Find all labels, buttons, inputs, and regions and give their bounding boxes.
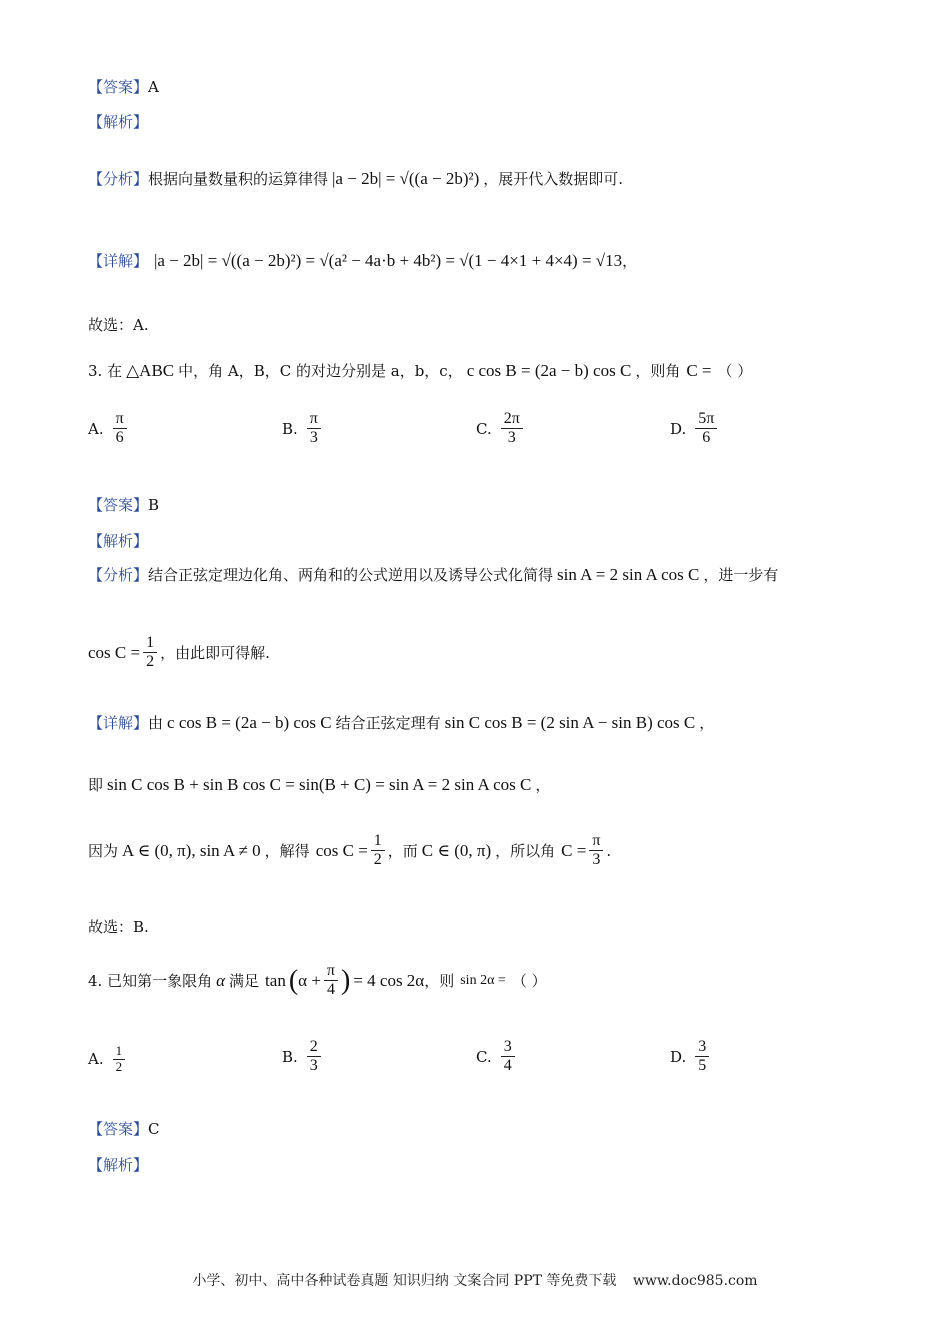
option-label: B. [282, 419, 298, 438]
fenxi-tag: 【分析】 [88, 170, 149, 188]
q3-detail-expr1: c cos B = (2a − b) cos C [167, 712, 332, 732]
detail-tag: 【详解】 [88, 714, 149, 732]
option-label: C. [476, 419, 492, 438]
q4-stem-rhs: = 4 cos 2α [353, 970, 425, 990]
numerator: 2π [501, 410, 523, 429]
q3-fenxi-line [88, 564, 778, 585]
option-fraction [695, 1038, 709, 1076]
q3-stem-expr: c cos B = (2a − b) cos C [466, 360, 632, 380]
q3-line3-range: C ∈ (0, π) [421, 840, 492, 860]
option-fraction [113, 410, 127, 448]
footer-text: 小学、初中、高中各种试卷真题 知识归纳 文案合同 PPT 等免费下载 [192, 1273, 617, 1289]
q3-analysis-line [88, 530, 148, 551]
numerator: π [307, 410, 321, 429]
q3-detail-post: ， [699, 714, 715, 732]
q4-answer: C [148, 1119, 160, 1138]
analysis-tag: 【解析】 [88, 532, 149, 550]
option-label: C. [476, 1047, 492, 1066]
option-fraction [501, 1038, 515, 1076]
q3-line3-mid1: ，解得 [264, 842, 310, 861]
numerator: 3 [501, 1038, 515, 1057]
q2-detail-expr: |a − 2b| = √((a − 2b)²) = √(a² − 4a·b + 4b²) = √(1 − 4×1 + 4×4) = √13 [154, 250, 623, 270]
q3-stem-post: ，则角 [635, 362, 681, 380]
q3-detail-line [88, 712, 714, 733]
q2-fenxi-expr: |a − 2b| = √((a − 2b)²) [332, 168, 480, 188]
q4-stem-tan: tan [265, 970, 286, 990]
q3-fenxi-expr: sin A = 2 sin A cos C [557, 564, 700, 584]
q3-option-d [670, 410, 720, 448]
q3-answer-line [88, 494, 159, 515]
denominator: 3 [592, 851, 601, 869]
q2-fenxi-post: ，展开代入数据即可. [483, 170, 624, 188]
numerator: π [589, 832, 603, 851]
q3-fenxi2-cos: cos C = [88, 642, 141, 662]
numerator: 2 [307, 1038, 321, 1057]
denominator: 4 [326, 981, 335, 999]
answer-tag: 【答案】 [88, 1120, 149, 1138]
q3-line3-cfraction [589, 832, 603, 870]
q4-option-c [476, 1038, 518, 1076]
denominator: 2 [115, 1058, 123, 1074]
q3-detail-mid: 结合正弦定理有 [335, 714, 441, 732]
q2-answer: A [148, 77, 159, 96]
numerator: 1 [371, 832, 385, 851]
q3-line3-pre: 因为 [88, 842, 119, 861]
option-fraction [695, 410, 717, 448]
q3-stem-c: C = [686, 360, 712, 380]
q3-line2-post: ， [535, 776, 551, 794]
q3-detail-line3 [88, 832, 611, 870]
option-label: A. [88, 419, 104, 438]
footer-url[interactable]: www.doc985.com [632, 1273, 758, 1289]
q3-fenxi2-post: ，由此即可得解. [160, 644, 270, 663]
numerator: 5π [695, 410, 717, 429]
q4-stem: 4. 已知第一象限角 α 满足 tan ( α + $\frac{\pi}{4}$ ) = 4 cos 2α ，则 sin 2α = （ ） [88, 962, 547, 999]
denominator: 2 [146, 653, 155, 671]
q3-stem-mid: 中，角 A，B，C 的对边分别是 a，b，c， [178, 362, 463, 380]
option-fraction [307, 1038, 321, 1076]
q3-stem [88, 360, 752, 381]
q2-choose-line [88, 314, 149, 335]
q2-answer-line [88, 76, 159, 97]
analysis-tag: 【解析】 [88, 113, 149, 131]
q3-option-b [282, 410, 324, 448]
q2-detail-post: ， [622, 252, 638, 270]
answer-tag: 【答案】 [88, 496, 149, 514]
q4-stem-mid: 满足 [229, 972, 260, 991]
q4-option-b [282, 1038, 324, 1076]
q3-detail-line2 [88, 774, 550, 795]
numerator: 3 [695, 1038, 709, 1057]
q3-detail-pre: 由 [148, 714, 164, 732]
q3-answer: B [148, 495, 160, 514]
q3-line3-expr: A ∈ (0, π), sin A ≠ 0 [122, 840, 261, 860]
option-fraction [307, 410, 321, 448]
q3-detail-expr2: sin C cos B = (2 sin A − sin B) cos C [444, 712, 696, 732]
analysis-tag: 【解析】 [88, 1156, 149, 1174]
q3-stem-paren: （ ） [717, 362, 753, 380]
q3-line3-mid3: ，所以角 [495, 842, 556, 861]
q4-stem-inner: α + [298, 970, 321, 990]
denominator: 5 [698, 1057, 707, 1075]
q3-line3-c: C = [561, 840, 587, 860]
option-label: D. [670, 419, 687, 438]
q3-line3-fraction [371, 832, 385, 870]
q2-fenxi-line [88, 168, 623, 189]
denominator: 6 [115, 429, 124, 447]
numerator: π [324, 962, 338, 981]
denominator: 3 [309, 429, 318, 447]
detail-tag: 【详解】 [88, 252, 149, 270]
answer-tag: 【答案】 [88, 78, 149, 96]
numerator: 1 [143, 634, 157, 653]
q3-line2-expr: sin C cos B + sin B cos C = sin(B + C) = sin A = 2 sin A cos C [107, 774, 532, 794]
q4-stem-post: ，则 [424, 972, 455, 991]
q3-stem-triangle: △ABC [126, 360, 175, 380]
denominator: 3 [309, 1057, 318, 1075]
numerator: π [113, 410, 127, 429]
denominator: 4 [503, 1057, 512, 1075]
q3-line3-cos: cos C = [315, 840, 368, 860]
q2-analysis-line [88, 111, 148, 132]
q2-choose: 故选：A. [88, 316, 149, 334]
q3-fenxi-post: ，进一步有 [703, 566, 779, 584]
q4-stem-paren: （ ） [511, 972, 547, 991]
q4-option-d [670, 1038, 712, 1076]
q3-line2-pre: 即 [88, 776, 104, 794]
q3-line3-end: . [606, 841, 612, 860]
q3-choose: 故选：B. [88, 918, 149, 936]
denominator: 6 [702, 429, 711, 447]
q3-option-a [88, 410, 130, 448]
option-label: B. [282, 1047, 298, 1066]
q4-answer-line [88, 1118, 160, 1139]
denominator: 3 [507, 429, 516, 447]
q2-fenxi-text: 根据向量数量积的运算律得 [148, 170, 329, 188]
q3-fenxi-line2 [88, 634, 270, 672]
q4-stem-alpha: α [216, 970, 226, 990]
fenxi-tag: 【分析】 [88, 566, 149, 584]
q3-fenxi-text: 结合正弦定理边化角、两角和的公式逆用以及诱导公式化简得 [148, 566, 554, 584]
q4-option-a [88, 1044, 128, 1075]
denominator: 2 [373, 851, 382, 869]
q4-stem-fraction [324, 962, 338, 1000]
page-footer [0, 1270, 950, 1290]
q4-analysis-line [88, 1154, 148, 1175]
q3-choose-line [88, 916, 149, 937]
option-label: D. [670, 1047, 687, 1066]
q4-stem-num: 4. 已知第一象限角 [88, 972, 213, 991]
option-fraction [113, 1044, 126, 1075]
q3-line3-mid2: ，而 [387, 842, 418, 861]
q3-option-c [476, 410, 526, 448]
q3-fenxi2-fraction [143, 634, 157, 672]
option-label: A. [88, 1050, 104, 1069]
numerator: 1 [113, 1044, 126, 1060]
q3-stem-num: 3. 在 [88, 362, 123, 380]
q2-detail-line [88, 250, 637, 271]
option-fraction [501, 410, 523, 448]
q4-stem-sin: sin 2α = [460, 972, 506, 988]
